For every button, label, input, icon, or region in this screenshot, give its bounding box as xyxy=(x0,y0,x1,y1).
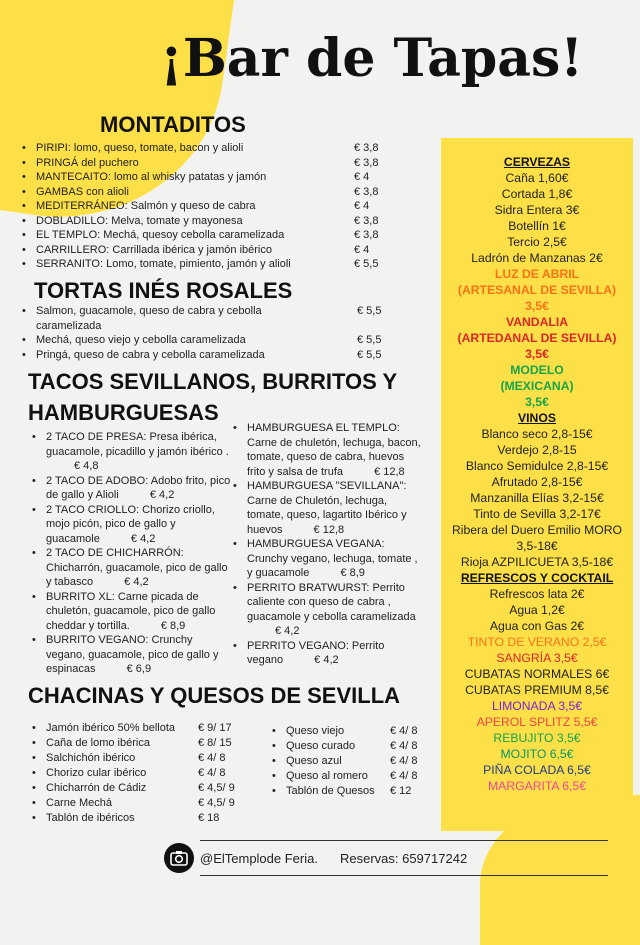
divider xyxy=(200,840,608,841)
menu-item xyxy=(32,430,232,474)
item-price: € 5,5 xyxy=(354,258,379,270)
item-price: € 4 xyxy=(354,200,370,212)
menu-item xyxy=(32,751,252,766)
section-heading-chacinas: CHACINAS Y QUESOS DE SEVILLA xyxy=(28,683,401,708)
item-name: EL TEMPLO: Mechá, quesoy cebolla caramelizada xyxy=(36,229,285,241)
item-name: 2 TACO CRIOLLO: Chorizo criollo, mojo picón, pico de gallo y guacamole xyxy=(46,503,215,545)
page-title: ¡Bar de Tapas! xyxy=(160,28,584,89)
menu-item xyxy=(22,228,392,243)
item-price: € 4/ 8 xyxy=(390,770,418,782)
menu-item xyxy=(32,546,232,590)
item-price: € 12 xyxy=(390,785,412,797)
menu-item xyxy=(32,781,252,796)
drink-item: MOJITO 6,5€ xyxy=(500,747,574,761)
drink-item: Manzanilla Elías 3,2-15€ xyxy=(470,491,604,505)
item-name: Chicharrón de Cádiz xyxy=(46,782,147,794)
menu-item xyxy=(272,754,442,769)
item-price: € 9/ 17 xyxy=(198,722,232,734)
quesos-list xyxy=(272,724,442,799)
item-price: € 6,9 xyxy=(126,663,152,675)
item-name: Salchichón ibérico xyxy=(46,752,136,764)
menu-item xyxy=(233,581,423,639)
drink-item: LIMONADA 3,5€ xyxy=(491,699,583,713)
camera-icon[interactable] xyxy=(164,843,194,873)
item-price: € 4/ 8 xyxy=(390,740,418,752)
drink-item: Ribera del Duero Emilio MORO xyxy=(451,523,622,537)
burgers-list xyxy=(233,421,423,668)
menu-item xyxy=(272,739,442,754)
item-price: € 18 xyxy=(198,812,220,824)
menu-item xyxy=(32,503,232,547)
item-name: HAMBURGUESA VEGANA: Crunchy vegano, lechuga, tomate , y guacamole xyxy=(247,538,418,579)
social-handle[interactable]: @ElTemplode Feria. xyxy=(200,850,318,866)
drink-item: 3,5-18€ xyxy=(516,539,558,553)
drink-item: Afrutado 2,8-15€ xyxy=(491,475,583,489)
drink-item: Blanco Semidulce 2,8-15€ xyxy=(465,459,609,473)
drink-item: REBUJITO 3,5€ xyxy=(493,731,581,745)
drink-item: Blanco seco 2,8-15€ xyxy=(481,427,593,441)
menu-item xyxy=(22,199,392,214)
menu-item xyxy=(233,537,423,581)
drink-item: 3,5€ xyxy=(525,395,549,409)
item-price: € 3,8 xyxy=(354,156,379,169)
item-price: € 4,2 xyxy=(124,576,149,588)
item-price: € 4,2 xyxy=(130,532,156,545)
menu-item xyxy=(233,639,423,668)
drink-item: Tercio 2,5€ xyxy=(507,235,567,249)
drink-item: 3,5€ xyxy=(525,299,549,313)
item-name: Queso azul xyxy=(286,755,342,767)
drink-item: Cortada 1,8€ xyxy=(501,187,573,201)
menu-item xyxy=(32,633,232,677)
menu-item xyxy=(22,185,392,200)
menu-item xyxy=(22,304,392,333)
drink-item: CUBATAS PREMIUM 8,5€ xyxy=(465,683,609,697)
drink-item: Agua 1,2€ xyxy=(509,603,565,617)
menu-item xyxy=(22,333,392,348)
tortas-list xyxy=(22,304,392,362)
item-name: Caña de lomo ibérica xyxy=(46,737,150,749)
item-name: DOBLADILLO: Melva, tomate y mayonesa xyxy=(36,214,243,227)
menu-item xyxy=(32,590,232,634)
item-price: € 4,2 xyxy=(149,489,175,501)
drink-item: (ARTEDANAL DE SEVILLA) xyxy=(457,331,617,345)
menu-item xyxy=(22,214,392,229)
drink-item: Caña 1,60€ xyxy=(505,171,569,185)
item-price: € 4,8 xyxy=(74,460,99,472)
drink-item: (ARTESANAL DE SEVILLA) xyxy=(457,283,617,297)
drink-item: (MEXICANA) xyxy=(500,379,574,393)
item-name: PERRITO VEGANO: Perrito vegano xyxy=(247,639,385,666)
drink-item: Tinto de Sevilla 3,2-17€ xyxy=(473,507,601,521)
item-price: € 4/ 8 xyxy=(390,755,418,767)
item-name: HAMBURGUESA EL TEMPLO: Carne de chuletón, lechuga, bacon, tomate, queso de cabra, huevos frito y salsa de trufa xyxy=(247,422,421,478)
item-name: PERRITO BRATWURST: Perrito caliente con queso de cabra , guacamole y cebolla caramelizada xyxy=(247,581,416,623)
item-price: € 4 xyxy=(354,171,370,183)
menu-item xyxy=(32,811,252,826)
menu-item xyxy=(32,474,232,503)
section-heading-tortas: TORTAS INÉS ROSALES xyxy=(34,278,293,303)
drink-item: LUZ DE ABRIL xyxy=(494,267,580,281)
item-name: Queso curado xyxy=(286,740,356,752)
item-name: Chorizo cular ibérico xyxy=(46,767,147,779)
drinks-heading: REFRESCOS Y COCKTAIL xyxy=(460,571,614,585)
menu-item xyxy=(32,796,252,811)
tacos-list xyxy=(32,430,232,677)
item-price: € 3,8 xyxy=(354,229,379,241)
drink-item: Rioja AZPILICUETA 3,5-18€ xyxy=(460,555,614,569)
drinks-heading: CERVEZAS xyxy=(503,155,571,169)
footer xyxy=(164,842,604,874)
item-price: € 3,8 xyxy=(354,142,379,154)
menu-item xyxy=(22,243,392,258)
drink-item: MARGARITA 6,5€ xyxy=(488,779,586,793)
section-heading-montaditos: MONTADITOS xyxy=(100,112,246,137)
menu-item xyxy=(272,769,442,784)
section-heading-tacos: TACOS SEVILLANOS, BURRITOS Y HAMBURGUESAS xyxy=(28,369,397,425)
item-name: BURRITO XL: Carne picada de chuletón, guacamole, pico de gallo cheddar y tortilla. xyxy=(46,590,216,632)
menu-item xyxy=(32,766,252,781)
menu-item xyxy=(22,141,392,156)
item-price: € 8,9 xyxy=(340,567,365,579)
item-price: € 4,2 xyxy=(275,625,300,637)
drink-item: Sidra Entera 3€ xyxy=(494,203,580,217)
drink-item: 3,5€ xyxy=(525,347,549,361)
menu-item xyxy=(22,170,392,185)
item-name: HAMBURGUESA "SEVILLANA": Carne de Chuletón, lechuga, tomate, queso, lagartito Ibérico y huevos xyxy=(247,480,407,536)
item-price: € 4/ 8 xyxy=(198,767,226,779)
item-name: PIRIPI: lomo, queso, tomate, bacon y alioli xyxy=(36,142,244,154)
menu-item xyxy=(22,348,392,363)
drink-item: Verdejo 2,8-15 xyxy=(497,443,577,457)
drink-item: Ladrón de Manzanas 2€ xyxy=(471,251,603,265)
drink-item: Agua con Gas 2€ xyxy=(489,619,585,633)
item-price: € 5,5 xyxy=(357,348,382,361)
item-name: Queso al romero xyxy=(286,770,368,782)
item-price: € 8,9 xyxy=(160,619,186,632)
drink-item: TINTO DE VERANO 2,5€ xyxy=(467,635,607,649)
item-price: € 12,8 xyxy=(313,523,345,536)
menu-item xyxy=(22,257,392,272)
menu-item xyxy=(233,421,423,479)
item-name: BURRITO VEGANO: Crunchy vegano, guacamole, pico de gallo y espinacas xyxy=(46,634,219,675)
item-name: GAMBAS con alioli xyxy=(36,185,129,198)
menu-item xyxy=(32,721,252,736)
drinks-heading: VINOS xyxy=(518,411,556,425)
item-name: 2 TACO DE PRESA: Presa ibérica, guacamole, picadillo y jamón ibérico . xyxy=(46,431,229,458)
item-name: Salmon, guacamole, queso de cabra y cebolla caramelizada xyxy=(36,305,262,332)
drink-item: MODELO xyxy=(510,363,564,377)
item-price: € 4,2 xyxy=(314,654,339,666)
item-price: € 8/ 15 xyxy=(198,737,232,749)
item-name: Jamón ibérico 50% bellota xyxy=(46,722,176,734)
drinks-list xyxy=(441,154,633,794)
item-name: 2 TACO DE CHICHARRÓN: Chicharrón, guacamole, pico de gallo y tabasco xyxy=(46,547,228,588)
item-name: Pringá, queso de cabra y cebolla caramelizada xyxy=(36,348,265,361)
drink-item: CUBATAS NORMALES 6€ xyxy=(464,667,610,681)
item-price: € 5,5 xyxy=(357,305,382,317)
item-price: € 4/ 8 xyxy=(198,752,226,764)
reservation-phone[interactable]: Reservas: 659717242 xyxy=(339,850,468,866)
item-name: SERRANITO: Lomo, tomate, pimiento, jamón y alioli xyxy=(36,258,291,270)
item-price: € 5,5 xyxy=(357,334,382,346)
drink-item: Refrescos lata 2€ xyxy=(489,587,585,601)
drink-item: Botellín 1€ xyxy=(508,219,566,233)
item-price: € 4/ 8 xyxy=(390,725,418,737)
item-price: € 3,8 xyxy=(354,185,379,198)
item-name: Tablón de Quesos xyxy=(286,785,375,797)
item-name: CARRILLERO: Carrillada ibérica y jamón ibérico xyxy=(36,243,272,256)
montaditos-list xyxy=(22,141,392,272)
drink-item: PIÑA COLADA 6,5€ xyxy=(483,763,591,777)
item-name: Queso viejo xyxy=(286,725,345,737)
item-name: Tablón de ibéricos xyxy=(46,812,135,824)
item-price: € 4 xyxy=(354,243,370,256)
item-name: MANTECAITO: lomo al whisky patatas y jamón xyxy=(36,171,267,183)
divider xyxy=(200,875,608,876)
chacinas-list xyxy=(32,721,252,826)
item-price: € 4,5/ 9 xyxy=(198,797,235,809)
item-name: 2 TACO DE ADOBO: Adobo frito, pico de gallo y Alioli xyxy=(46,474,231,501)
item-name: Carne Mechá xyxy=(46,797,113,809)
item-price: € 3,8 xyxy=(354,214,379,227)
menu-item xyxy=(22,156,392,171)
item-price: € 4,5/ 9 xyxy=(198,782,235,794)
drink-item: SANGRÍA 3,5€ xyxy=(496,651,578,665)
menu-item xyxy=(32,736,252,751)
item-name: Mechá, queso viejo y cebolla caramelizada xyxy=(36,334,246,346)
item-name: MEDITERRÁNEO: Salmón y queso de cabra xyxy=(36,200,256,212)
item-price: € 12,8 xyxy=(374,465,405,478)
item-name: PRINGÁ del puchero xyxy=(36,156,139,169)
menu-item xyxy=(272,784,442,799)
menu-item xyxy=(272,724,442,739)
menu-item xyxy=(233,479,423,537)
drink-item: VANDALIA xyxy=(505,315,569,329)
drink-item: APEROL SPLITZ 5,5€ xyxy=(476,715,598,729)
